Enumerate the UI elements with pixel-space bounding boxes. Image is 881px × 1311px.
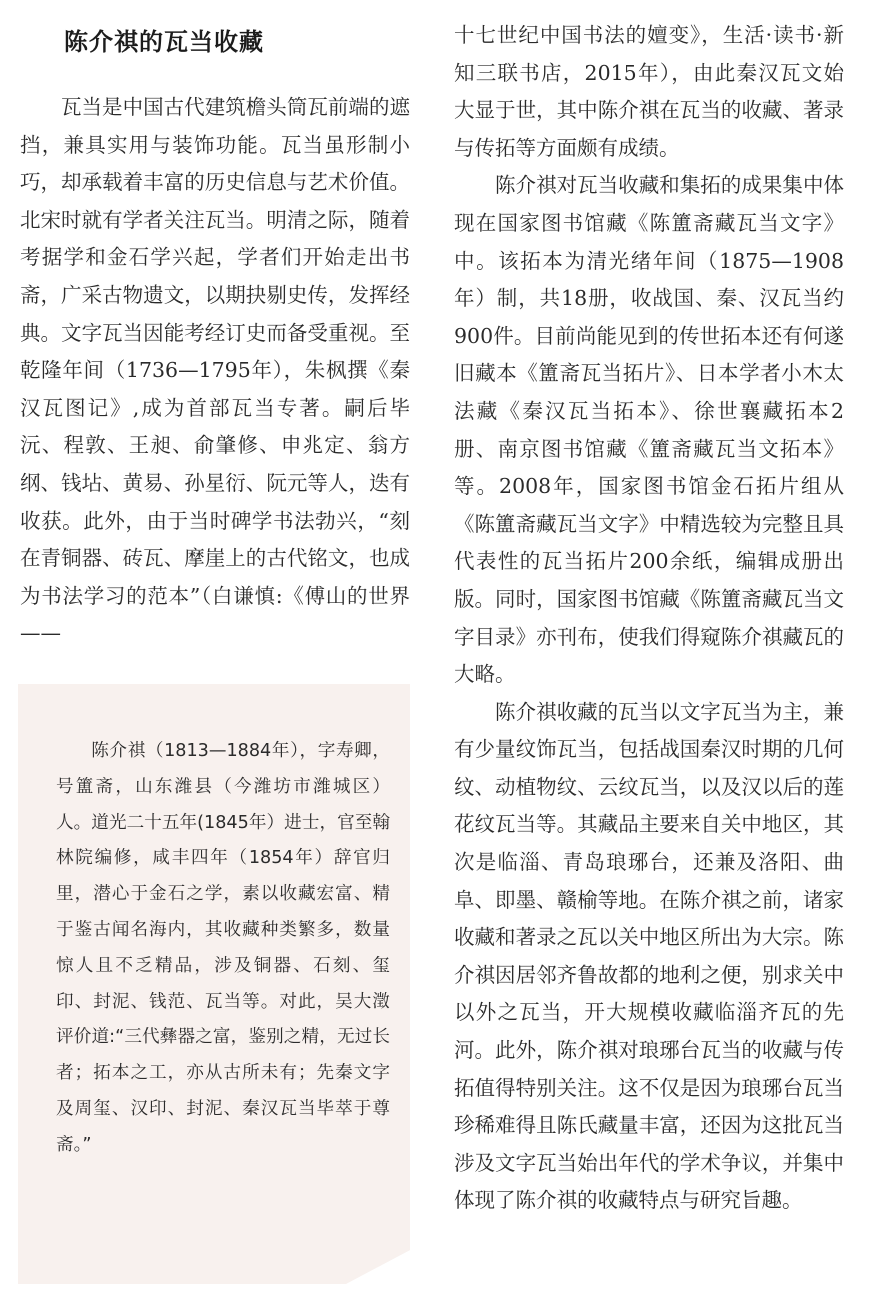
right-column: [454, 17, 844, 1220]
paragraph-intro: 瓦当是中国古代建筑檐头筒瓦前端的遮挡，兼具实用与装饰功能。瓦当虽形制小巧，却承载着丰富的历史信息与艺术价值。北宋时就有学者关注瓦当。明清之际，随着考据学和金石学兴起，学者们开始走出书斋，广采古物遗文，以期抉剔史传，发挥经典。文字瓦当因能考经订史而备受重视。至乾隆年间（1736—1795年），朱枫撰《秦汉瓦图记》,成为首部瓦当专著。嗣后毕沅、程敦、王昶、俞肇修、申兆定、翁方纲、钱坫、黄易、孙星衍、阮元等人，迭有收获。此外，由于当时碑学书法勃兴，“刻在青铜器、砖瓦、摩崖上的古代铭文，也成为书法学习的范本”（白谦慎:《傅山的世界——: [20, 95, 410, 646]
page-curl-corner: [346, 1250, 410, 1284]
biography-sidebar: [18, 684, 410, 1284]
paragraph-rubbings: 陈介祺对瓦当收藏和集拓的成果集中体现在国家图书馆藏《陈簠斋藏瓦当文字》中。该拓本为清光绪年间（1875—1908年）制，共18册，收战国、秦、汉瓦当约900件。目前尚能见到的传世拓本还有何遂旧藏本《簠斋瓦当拓片》、日本学者小木太法藏《秦汉瓦当拓本》、徐世襄藏拓本2册、南京图书馆藏《簠斋藏瓦当文拓本》等。2008年，国家图书馆金石拓片组从《陈簠斋藏瓦当文字》中精选较为完整且具代表性的瓦当拓片200余纸，编辑成册出版。同时，国家图书馆藏《陈簠斋藏瓦当文字目录》亦刊布，使我们得窥陈介祺藏瓦的大略。: [454, 173, 844, 687]
article-title: 陈介祺的瓦当收藏: [64, 28, 264, 56]
left-column: [20, 89, 410, 653]
biography-text: 陈介祺（1813—1884年），字寿卿，号簠斋，山东潍县（今潍坊市潍城区）人。道光二十五年(1845年）进士，官至翰林院编修，咸丰四年（1854年）辞官归里，潜心于金石之学，素以收藏宏富、精于鉴古闻名海内，其收藏种类繁多，数量惊人且不乏精品，涉及铜器、石刻、玺印、封泥、钱范、瓦当等。对此，吴大澂评价道:“三代彝器之富，鉴别之精，无过长者；拓本之工，亦从古所未有；先秦文字及周玺、汉印、封泥、秦汉瓦当毕萃于尊斋。”: [56, 741, 390, 1155]
paragraph-collection: 陈介祺收藏的瓦当以文字瓦当为主，兼有少量纹饰瓦当，包括战国秦汉时期的几何纹、动植物纹、云纹瓦当，以及汉以后的莲花纹瓦当等。其藏品主要来自关中地区，其次是临淄、青岛琅琊台，还兼及洛阳、曲阜、即墨、赣榆等地。在陈介祺之前，诸家收藏和著录之瓦以关中地区所出为大宗。陈介祺因居邻齐鲁故都的地利之便，别求关中以外之瓦当，开大规模收藏临淄齐瓦的先河。此外，陈介祺对琅琊台瓦当的收藏与传拓值得特别关注。这不仅是因为琅琊台瓦当珍稀难得且陈氏藏量丰富，还因为这批瓦当涉及文字瓦当始出年代的学术争议，并集中体现了陈介祺的收藏特点与研究旨趣。: [454, 699, 844, 1213]
paragraph-intro-continued: 十七世纪中国书法的嬗变》，生活·读书·新知三联书店，2015年），由此秦汉瓦文始大显于世，其中陈介祺在瓦当的收藏、著录与传拓等方面颇有成绩。: [454, 23, 844, 160]
